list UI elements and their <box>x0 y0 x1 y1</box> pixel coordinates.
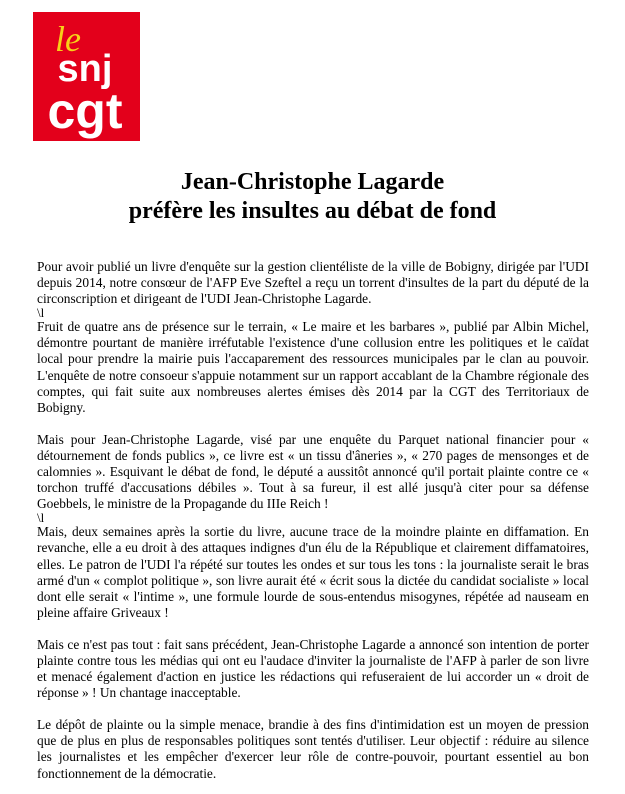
paragraph-3: Mais pour Jean-Christophe Lagarde, visé par une enquête du Parquet national financier pour « détournement de fonds publics », ce livre est « un tissu d'âneries », « 270 pages de mensonges et de calomnies ». Esquivant le débat de fond, le député a aussitôt annoncé qu'il portait plainte contre ce « torchon truffé d'accusations débiles ». Tout à sa fureur, il est allé jusqu'à citer pour sa défense Goebbels, le ministre de la Propagande du IIIe Reich ! <box>37 431 589 512</box>
logo-cgt-text: cgt <box>47 83 123 139</box>
paragraph-5: Mais ce n'est pas tout : fait sans précédent, Jean-Christophe Lagarde a annoncé son intention de porter plainte contre tous les médias qui ont eu l'audace d'inviter la journaliste de l'AFP à parler de son livre et menacé également d'action en justice les rédactions qui refuseraient de lui accorder un « droit de réponse » ! Un chantage inacceptable. <box>37 636 589 701</box>
paragraph-6: Le dépôt de plainte ou la simple menace, brandie à des fins d'intimidation est un moyen de pression que de plus en plus de responsables politiques sont tentés d'utiliser. Leur objectif : réduire au silence les journalistes et les empêcher d'exercer leur rôle de contre-pouvoir, pourtant essentiel au bon fonctionnement de la démocratie. <box>37 717 589 781</box>
paragraph-1: Pour avoir publié un livre d'enquête sur la gestion clientéliste de la ville de Bobigny, dirigée par l'UDI depuis 2014, notre consœur de l'AFP Eve Szeftel a reçu un torrent d'insultes de la part du député de la circonscription et dirigeant de l'UDI Jean-Christophe Lagarde. <box>37 259 589 307</box>
title-line-1: Jean-Christophe Lagarde <box>180 169 445 195</box>
paragraph-4: Mais, deux semaines après la sortie du livre, aucune trace de la moindre plainte en diffamation. En revanche, elle a eu droit à des attaques indignes d'un élu de la République et clairement diffamatoires, elles. Le patron de l'UDI l'a répété sur toutes les ondes et sur tous les tons : la journaliste serait le bras armé d'un « complot politique », son livre aurait été « écrit sous la dictée du candidat socialiste » local dont elle serait « l'intime », une formule lourde de sous-entendus misogynes, répétée ad nauseam en pleine affaire Griveaux ! <box>37 524 589 620</box>
snj-cgt-logo-art <box>33 12 140 141</box>
snj-cgt-logo <box>33 12 140 141</box>
line-break-marker: \l <box>37 510 45 526</box>
article-body <box>37 259 589 782</box>
line-break-marker: \l <box>37 305 45 321</box>
logo-snj-text: snj <box>57 48 113 90</box>
document-title <box>0 168 625 226</box>
title-line-2: préfère les insultes au débat de fond <box>128 198 497 224</box>
logo-le-text: le <box>55 19 81 59</box>
paragraph-2: Fruit de quatre ans de présence sur le terrain, « Le maire et les barbares », publié par Albin Michel, démontre pourtant de manière irréfutable l'existence d'une collusion entre les politiques et le caïdat local pour prendre la mairie puis l'accaparement des ressources municipales par le clan au pouvoir. L'enquête de notre consoeur s'appuie notamment sur un rapport accablant de la Chambre régionale des comptes, qui fait suite aux nombreuses alertes émises dès 2014 par la CGT des Territoriaux de Bobigny. <box>37 319 589 415</box>
